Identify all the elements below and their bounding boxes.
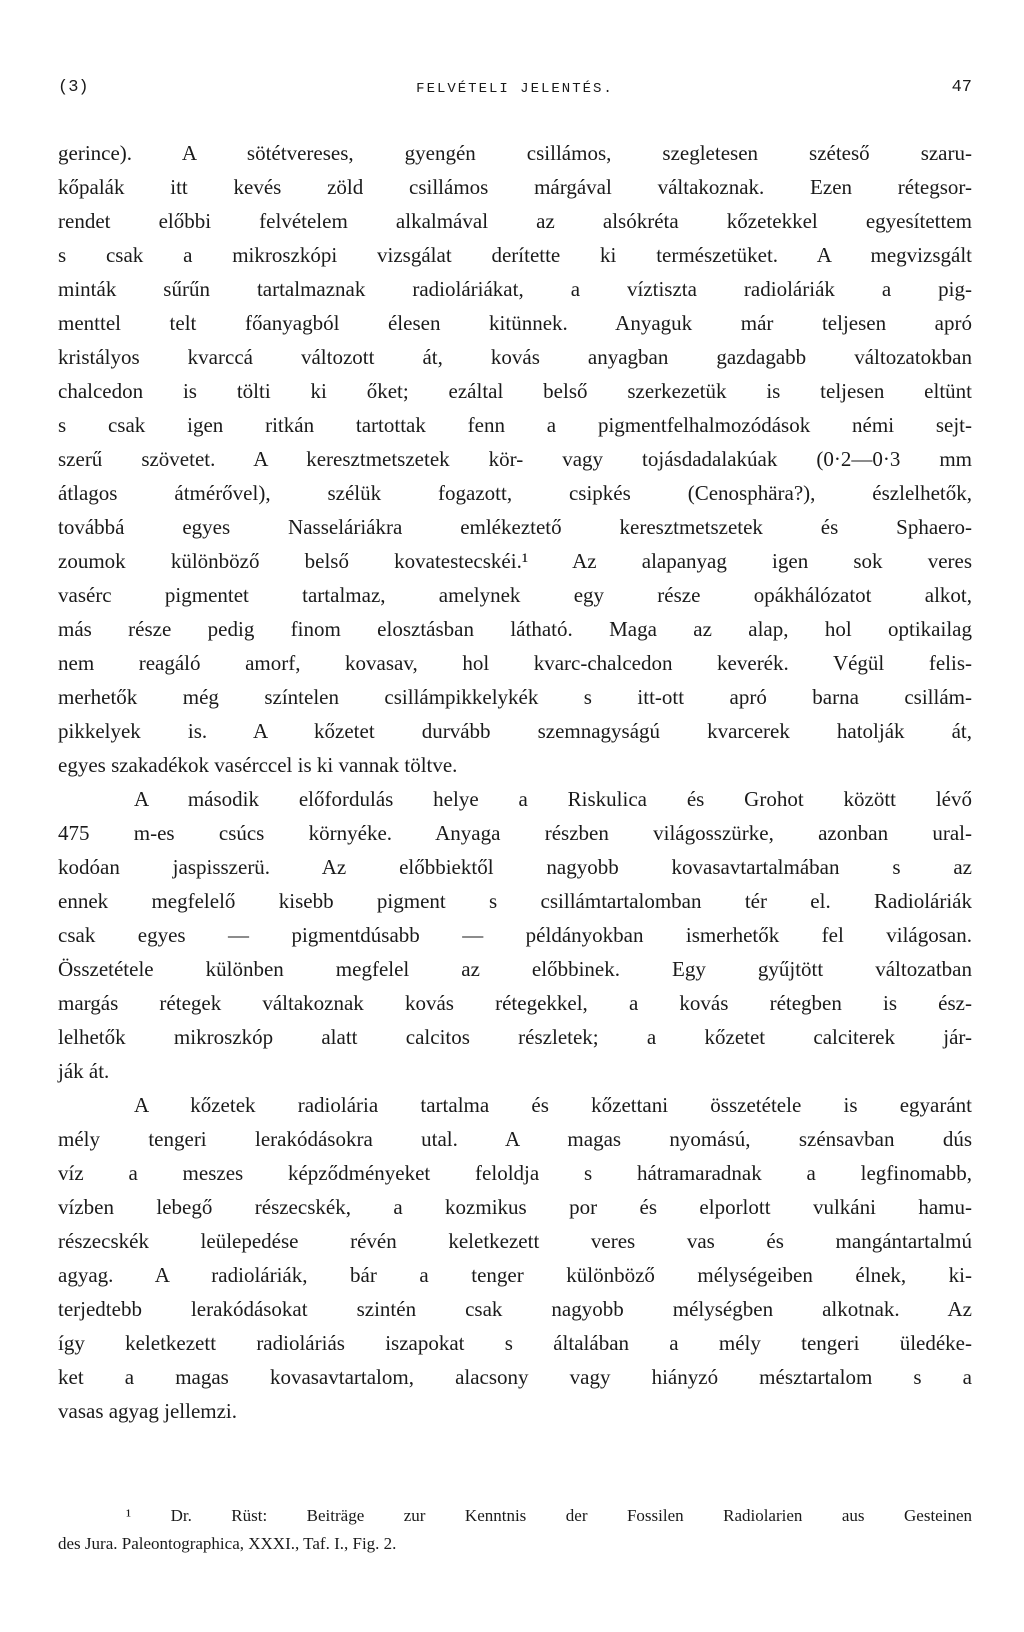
text-line: vízben lebegő részecskék, a kozmikus por és elporlott vulkáni hamu-	[58, 1195, 972, 1219]
text-line: átlagos átmérővel), szélük fogazott, csipkés (Cenosphära?), észlelhetők,	[58, 481, 972, 505]
text-line: A kőzetek radiolária tartalma és kőzettani összetétele is egyaránt	[134, 1093, 972, 1117]
text-line: pikkelyek is. A kőzetet durvább szemnagyságú kvarcerek hatolják át,	[58, 719, 972, 743]
text-line: s csak a mikroszkópi vizsgálat derítette ki természetüket. A megvizsgált	[58, 243, 972, 267]
text-line: 475 m-es csúcs környéke. Anyaga részben világosszürke, azonban ural-	[58, 821, 972, 845]
text-line: mély tengeri lerakódásokra utal. A magas nyomású, szénsavban dús	[58, 1127, 972, 1151]
text-line: ják át.	[58, 1059, 110, 1083]
text-line: részecskék leülepedése révén keletkezett veres vas és mangántartalmú	[58, 1229, 972, 1253]
text-line: vasas agyag jellemzi.	[58, 1399, 238, 1423]
text-line: továbbá egyes Nasseláriákra emlékeztető keresztmetszetek és Sphaero-	[58, 515, 972, 539]
body-text	[58, 136, 972, 1428]
footnote-line: ¹ Dr. Rüst: Beiträge zur Kenntnis der Fossilen Radiolarien aus Gesteinen	[126, 1506, 972, 1525]
text-line: gerince). A sötétvereses, gyengén csillámos, szegletesen széteső szaru-	[58, 141, 972, 165]
text-line: merhetők még színtelen csillámpikkelykék s itt-ott apró barna csillám-	[58, 685, 972, 709]
text-line: víz a meszes képződményeket feloldja s hátramaradnak a legfinomabb,	[58, 1161, 972, 1185]
text-line: rendet előbbi felvételem alkalmával az alsókréta kőzetekkel egyesítettem	[58, 209, 972, 233]
running-title: FELVÉTELI JELENTÉS.	[416, 81, 614, 97]
footnote-line: des Jura. Paleontographica, XXXI., Taf. I., Fig. 2.	[58, 1534, 397, 1553]
text-line: A második előfordulás helye a Riskulica és Grohot között lévő	[134, 787, 972, 811]
text-line: chalcedon is tölti ki őket; ezáltal belső szerkezetük is teljesen eltünt	[58, 379, 972, 403]
text-line: más része pedig finom elosztásban látható. Maga az alap, hol optikailag	[58, 617, 972, 641]
text-line: zoumok különböző belső kovatestecskéi.¹ Az alapanyag igen sok veres	[58, 549, 972, 573]
text-line: kodóan jaspisszerü. Az előbbiektől nagyobb kovasavtartalmában s az	[58, 855, 972, 879]
text-line: nem reagáló amorf, kovasav, hol kvarc-chalcedon keverék. Végül felis-	[58, 651, 972, 675]
document-page	[58, 0, 972, 1632]
text-line: kristályos kvarccá változott át, kovás anyagban gazdagabb változatokban	[58, 345, 972, 369]
text-line: Összetétele különben megfelel az előbbinek. Egy gyűjtött változatban	[58, 957, 972, 981]
page-header	[58, 78, 972, 102]
chapter-number: (3)	[58, 78, 89, 97]
text-line: terjedtebb lerakódásokat szintén csak nagyobb mélységben alkotnak. Az	[58, 1297, 972, 1321]
text-line: lelhetők mikroszkóp alatt calcitos részletek; a kőzetet calciterek jár-	[58, 1025, 972, 1049]
text-line: ket a magas kovasavtartalom, alacsony vagy hiányzó mésztartalom s a	[58, 1365, 972, 1389]
text-line: minták sűrűn tartalmaznak radioláriákat, a víztiszta radioláriák a pig-	[58, 277, 972, 301]
text-line: csak egyes — pigmentdúsabb — példányokban ismerhetők fel világosan.	[58, 923, 972, 947]
text-line: egyes szakadékok vasérccel is ki vannak töltve.	[58, 753, 458, 777]
text-line: s csak igen ritkán tartottak fenn a pigmentfelhalmozódások némi sejt-	[58, 413, 972, 437]
text-line: agyag. A radioláriák, bár a tenger különböző mélységeiben élnek, ki-	[58, 1263, 972, 1287]
text-line: vasérc pigmentet tartalmaz, amelynek egy része opákhálózatot alkot,	[58, 583, 972, 607]
text-line: menttel telt főanyagból élesen kitünnek. Anyaguk már teljesen apró	[58, 311, 972, 335]
text-line: szerű szövetet. A keresztmetszetek kör- vagy tojásdadalakúak (0·2—0·3 mm	[58, 447, 972, 471]
page-number: 47	[951, 78, 972, 97]
text-line: margás rétegek váltakoznak kovás rétegekkel, a kovás rétegben is ész-	[58, 991, 972, 1015]
footnote	[58, 1502, 972, 1558]
text-line: kőpalák itt kevés zöld csillámos márgával váltakoznak. Ezen rétegsor-	[58, 175, 972, 199]
text-line: így keletkezett radioláriás iszapokat s általában a mély tengeri üledéke-	[58, 1331, 972, 1355]
text-line: ennek megfelelő kisebb pigment s csillámtartalomban tér el. Radioláriák	[58, 889, 972, 913]
